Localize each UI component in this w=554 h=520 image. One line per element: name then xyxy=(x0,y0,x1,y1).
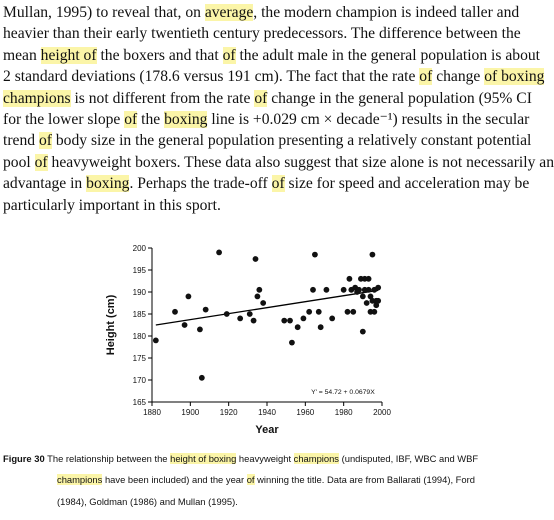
paragraph-highlight: boxing xyxy=(86,175,130,193)
x-tick-label: 2000 xyxy=(373,408,391,417)
data-point xyxy=(310,287,316,293)
data-point xyxy=(216,250,222,256)
data-point xyxy=(281,318,287,324)
paragraph-highlight: height of xyxy=(40,46,97,64)
paragraph-line xyxy=(3,109,530,130)
paragraph-line xyxy=(3,45,540,66)
paragraph-text: heavier than their early twentieth century predecessors. The difference between the xyxy=(3,25,521,43)
data-point xyxy=(186,294,192,300)
x-tick-label: 1880 xyxy=(143,408,161,417)
paragraph-text: the adult male in the general population is about xyxy=(235,46,540,64)
data-point xyxy=(370,252,376,258)
paragraph-text: trend xyxy=(3,132,39,150)
paragraph-text: is not different from the rate xyxy=(70,89,255,107)
x-tick-label: 1920 xyxy=(219,408,238,417)
regression-equation: Y' = 54.72 + 0.0679X xyxy=(311,389,375,397)
data-point xyxy=(371,309,377,315)
data-point xyxy=(247,311,253,317)
y-tick-label: 195 xyxy=(132,266,146,275)
data-point xyxy=(256,287,262,293)
paragraph-text: advantage in xyxy=(3,175,87,193)
x-tick-label: 1900 xyxy=(181,408,200,417)
paragraph-text: the boxers and that xyxy=(96,46,223,64)
paragraph-highlight: of xyxy=(222,46,236,64)
paragraph-text: mean xyxy=(3,46,41,64)
paragraph-text: the xyxy=(137,110,165,128)
caption-text: (undisputed, IBF, WBC and WBF xyxy=(339,453,479,464)
caption-highlight: champions xyxy=(293,453,339,464)
paragraph-text: pool xyxy=(3,153,35,171)
data-point xyxy=(306,309,312,315)
paragraph-line xyxy=(3,23,523,44)
data-point xyxy=(197,327,203,333)
paragraph-text: size for speed and acceleration may be xyxy=(284,175,530,193)
data-point xyxy=(356,287,362,293)
paragraph-line xyxy=(3,66,545,87)
data-point xyxy=(301,316,307,322)
paragraph-text: line is +0.029 cm × decade⁻¹) results in the secular xyxy=(207,110,530,128)
caption-text: winning the title. Data are from Ballarati (1994), Ford xyxy=(254,474,475,486)
scatter-figure xyxy=(100,240,420,440)
y-axis-title: Height (cm) xyxy=(105,294,117,356)
paragraph-text: particularly important in this sport. xyxy=(3,196,221,214)
caption-line-2 xyxy=(3,473,523,494)
data-point xyxy=(316,309,322,315)
data-point xyxy=(295,324,301,330)
y-tick-label: 165 xyxy=(132,398,146,407)
paragraph-line xyxy=(3,130,532,151)
paragraph-text: 2 standard deviations (178.6 versus 191 cm). The fact that the rate xyxy=(3,68,420,86)
y-tick-label: 200 xyxy=(132,244,146,253)
paragraph-highlight: of xyxy=(38,132,52,150)
data-point xyxy=(341,287,347,293)
paragraph-line xyxy=(3,152,554,173)
y-tick-label: 175 xyxy=(132,354,146,363)
data-point xyxy=(260,300,266,306)
data-point xyxy=(251,318,257,324)
data-point xyxy=(255,294,261,300)
paragraph-line xyxy=(3,88,532,109)
paragraph-line xyxy=(3,195,523,216)
data-point xyxy=(237,316,243,322)
scatter-chart xyxy=(100,240,420,440)
paragraph-highlight: boxing xyxy=(164,110,208,128)
paragraph-text: body size in the general population presenting a relatively constant potential xyxy=(51,132,532,150)
paragraph-text: change in the general population (95% CI xyxy=(267,89,532,107)
data-point xyxy=(366,287,372,293)
paragraph-highlight: of xyxy=(419,68,433,86)
data-point xyxy=(153,338,159,344)
caption-highlight: of xyxy=(246,474,255,486)
paragraph-highlight: average xyxy=(204,4,254,21)
data-point xyxy=(324,287,330,293)
data-point xyxy=(364,300,370,306)
x-axis-title: Year xyxy=(255,424,279,436)
data-point xyxy=(224,311,230,317)
data-point xyxy=(199,375,205,381)
paragraph-text: heavyweight boxers. These data also suggest that size alone is not necessarily an xyxy=(47,153,554,171)
data-point xyxy=(375,285,381,291)
data-point xyxy=(375,298,381,304)
data-point xyxy=(287,318,293,324)
data-point xyxy=(329,316,335,322)
data-point xyxy=(203,307,209,313)
paragraph-line xyxy=(3,2,523,23)
body-paragraph xyxy=(3,2,554,216)
caption-line-1 xyxy=(3,452,523,473)
caption-text: The relationship between the xyxy=(44,453,171,464)
paragraph-text: , the modern champion is indeed taller and xyxy=(253,4,520,21)
data-point xyxy=(347,276,353,282)
paragraph-text: . Perhaps the trade-off xyxy=(129,175,272,193)
data-point xyxy=(345,309,351,315)
data-point xyxy=(182,322,188,328)
data-point xyxy=(318,324,324,330)
data-point xyxy=(350,309,356,315)
paragraph-text: Mullan, 1995) to reveal that, on xyxy=(3,4,205,21)
data-point xyxy=(366,276,372,282)
paragraph-line xyxy=(3,173,530,194)
figure-caption xyxy=(3,452,523,516)
y-tick-label: 170 xyxy=(132,376,146,385)
caption-highlight: height of boxing xyxy=(170,453,237,464)
paragraph-highlight: of xyxy=(254,89,268,107)
paragraph-highlight: champions xyxy=(3,89,71,107)
caption-label: Figure 30 xyxy=(3,453,45,464)
data-point xyxy=(253,256,259,262)
paragraph-highlight: of xyxy=(124,110,138,128)
y-tick-label: 185 xyxy=(132,310,146,319)
caption-text: have been included) and the year xyxy=(102,474,247,486)
x-tick-label: 1960 xyxy=(296,408,315,417)
paragraph-highlight: of xyxy=(34,153,48,171)
paragraph-highlight: of xyxy=(271,175,285,193)
paragraph-text: for the lower slope xyxy=(3,110,125,128)
data-point xyxy=(360,294,366,300)
x-tick-label: 1980 xyxy=(334,408,353,417)
x-tick-label: 1940 xyxy=(258,408,276,417)
y-tick-label: 190 xyxy=(132,288,146,297)
data-point xyxy=(312,252,318,258)
paragraph-highlight: of boxing xyxy=(484,68,545,86)
caption-line-3: (1984), Goldman (1986) and Mullan (1995). xyxy=(57,495,238,507)
data-point xyxy=(289,340,295,346)
paragraph-text: change xyxy=(432,68,485,86)
data-point xyxy=(172,309,178,315)
data-point xyxy=(360,329,366,335)
caption-text: heavyweight xyxy=(236,453,294,464)
caption-highlight: champions xyxy=(57,474,103,486)
y-tick-label: 180 xyxy=(132,332,146,341)
